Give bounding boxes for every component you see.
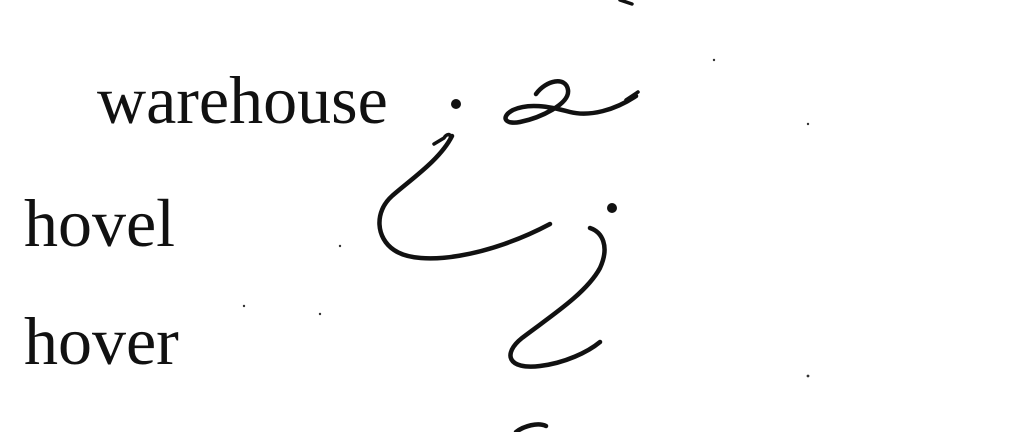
shorthand-outline-partial: [516, 424, 546, 432]
paper-speck-icon: [243, 305, 245, 307]
prev-entry-fragment-icon: [620, 0, 632, 4]
paper-speck-icon: [807, 123, 809, 125]
paper-speck-icon: [319, 313, 321, 315]
shorthand-outline-hover: [510, 203, 617, 367]
paper-speck-icon: [339, 245, 341, 247]
word-warehouse: warehouse: [97, 62, 388, 138]
shorthand-outline-warehouse: [451, 81, 638, 122]
paper-speck-icon: [807, 375, 810, 378]
paper-speck-icon: [713, 59, 715, 61]
word-hover: hover: [24, 303, 179, 379]
word-hovel: hovel: [24, 185, 176, 261]
shorthand-outline-hovel: [379, 135, 550, 259]
